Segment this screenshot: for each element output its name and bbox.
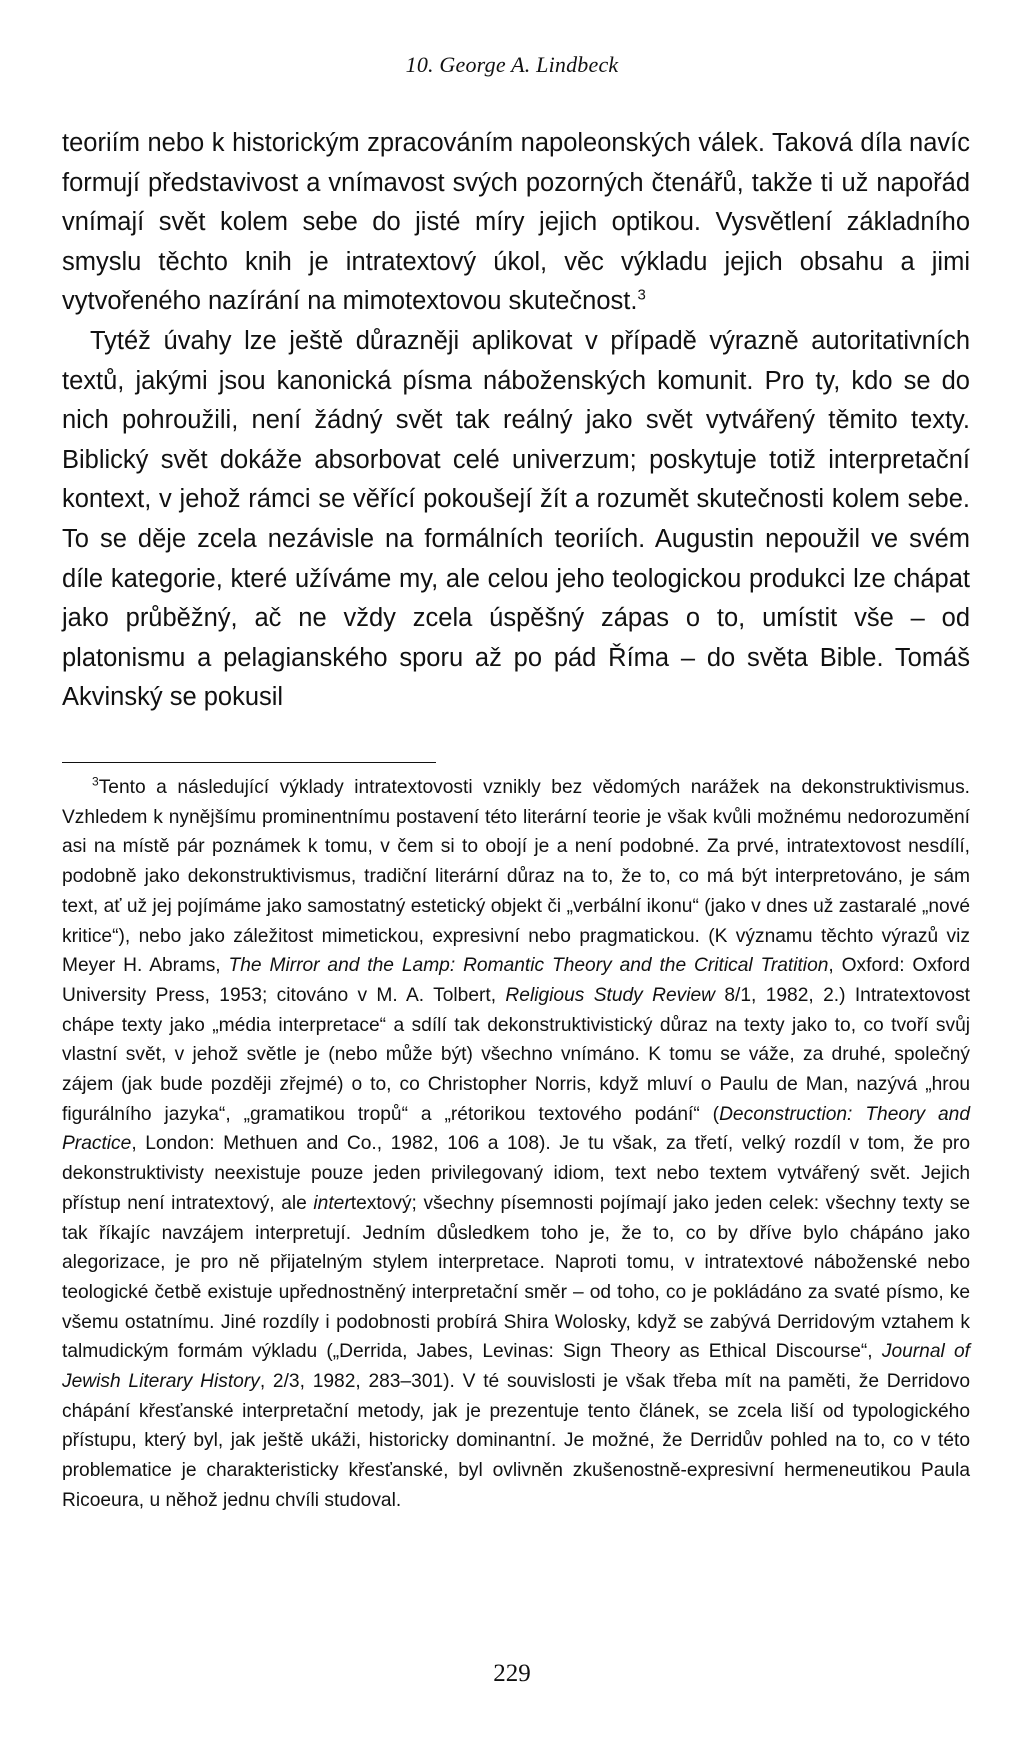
page-number: 229 <box>493 1660 531 1687</box>
footnote-run-3: 8/1, 1982, 2.) Intratextovost chápe texty jako „média interpretace“ a sdílí tak dekonstruktivistický důraz na texty jako to, co tvoří svůj vlastní svět, v jehož světle je (nebo může být) všechno vnímáno. K tomu se váže, za druhé, společný zájem (jak bude později zřejmé) o to, co Christopher Norris, když mluví o Paulu de Man, nazývá „hrou figurálního jazyka“, „gramatikou tropů“ a „rétorikou textového podání“ ( <box>62 984 970 1125</box>
running-header: 10. George A. Lindbeck <box>405 52 619 77</box>
footnote-italic-2: Religious Study Review <box>505 984 716 1006</box>
footnote-run-4: , London: Methuen and Co., 1982, 106 a 108). Je tu však, za třetí, velký rozdíl v tom, že pro dekonstruktivisty neexistuje pouze jeden privilegovaný idiom, text nebo textem vytvářený svět. Jejich přístup není intratextový, ale <box>62 1133 970 1214</box>
footnote-italic-1: The Mirror and the Lamp: Romantic Theory and the Critical Tratition <box>228 955 829 977</box>
footnote-italic-4: inter <box>313 1192 351 1214</box>
footnote-marker: 3 <box>92 774 99 789</box>
footnote-run-1: Tento a následující výklady intratextovosti vznikly bez vědomých narážek na dekonstruktivismus. Vzhledem k nynějšímu prominentnímu postavení této literární teorie je však kvůli možnému nedorozumění asi na místě pár poznámek k tomu, v čem si to obojí je a není podobné. Za prvé, intratextovost nesdílí, podobně jako dekonstruktivismus, tradiční literární důraz na to, že to, co má být interpretováno, je sám text, ať už jej pojímáme jako samostatný estetický objekt či „verbální ikonu“ (jako v dnes už zastaralé „nové kritice“), nebo jako záležitost mimetickou, expresivní nebo pragmatickou. (K významu těchto výrazů viz Meyer H. Abrams, <box>62 777 970 977</box>
footnote-reference: 3 <box>637 286 646 304</box>
paragraph-1-text: teoriím nebo k historickým zpracováním napoleonských válek. Taková díla navíc formují představivost a vnímavost svých pozorných čtenářů, takže ti už napořád vnímají svět kolem sebe do jisté míry jejich optikou. Vysvětlení základního smyslu těchto knih je intratextový úkol, věc výkladu jejich obsahu a jimi vytvořeného nazírání na mimotextovou skutečnost. <box>62 129 970 316</box>
footnote-italic-5: Journal of Jewish Literary History <box>62 1341 970 1393</box>
paragraph-1 <box>62 124 970 322</box>
footnote-italic-3: Deconstruction: Theory and Practice <box>62 1103 971 1155</box>
footnote-run-2: , Oxford: Oxford University Press, 1953; citováno v M. A. Tolbert, <box>62 955 970 1006</box>
paragraph-2: Tytéž úvahy lze ještě důrazněji aplikovat v případě výrazně autoritativních textů, jakými jsou kanonická písma náboženských komunit. Pro ty, kdo se do nich pohroužili, není žádný svět tak reálný jako svět vytvářený těmito texty. Biblický svět dokáže absorbovat celé univerzum; poskytuje totiž interpretační kontext, v jehož rámci se věřící pokoušejí žít a rozumět skutečnosti kolem sebe. To se děje zcela nezávisle na formálních teoriích. Augustin nepoužil ve svém díle kategorie, které užíváme my, ale celou jeho teologickou produkci lze chápat jako průběžný, ač ne vždy zcela úspěšný zápas o to, umístit vše – od platonismu a pelagianského sporu až po pád Říma – do světa Bible. Tomáš Akvinský se pokusil <box>62 326 970 712</box>
footnote-run-5: textový; všechny písemnosti pojímají jako jeden celek: všechny texty se tak říkajíc navzájem interpretují. Jedním důsledkem toho je, že to, co by dříve bylo chápáno jako alegorizace, je pro ně přijatelným stylem interpretace. Naproti tomu, v intratextové náboženské nebo teologické četbě existuje upřednostněný interpretační směr – od toho, co je pokládáno za svaté písmo, ke všemu ostatnímu. Jiné rozdíly i podobnosti probírá Shira Wolosky, když se zabývá Derridovým vztahem k talmudickým formám výkladu („Derrida, Jabes, Levinas: Sign Theory as Ethical Discourse“, <box>62 1192 970 1363</box>
footnote-separator <box>62 762 436 763</box>
footnote-text <box>62 773 970 1516</box>
footnote <box>62 773 970 1516</box>
main-text <box>62 124 970 718</box>
footnote-run-6: , 2/3, 1982, 283–301). V té souvislosti je však třeba mít na paměti, že Derridovo chápání křesťanské interpretační metody, jak je prezentuje tento článek, se zcela liší od typologického přístupu, který byl, jak ještě ukáži, historicky dominantní. Je možné, že Derridův pohled na to, co v této problematice je charakteristicky křesťanské, byl ovlivněn zkušenostně-expresivní hermeneutikou Paula Ricoeura, u něhož jednu chvíli studoval. <box>62 1371 970 1511</box>
